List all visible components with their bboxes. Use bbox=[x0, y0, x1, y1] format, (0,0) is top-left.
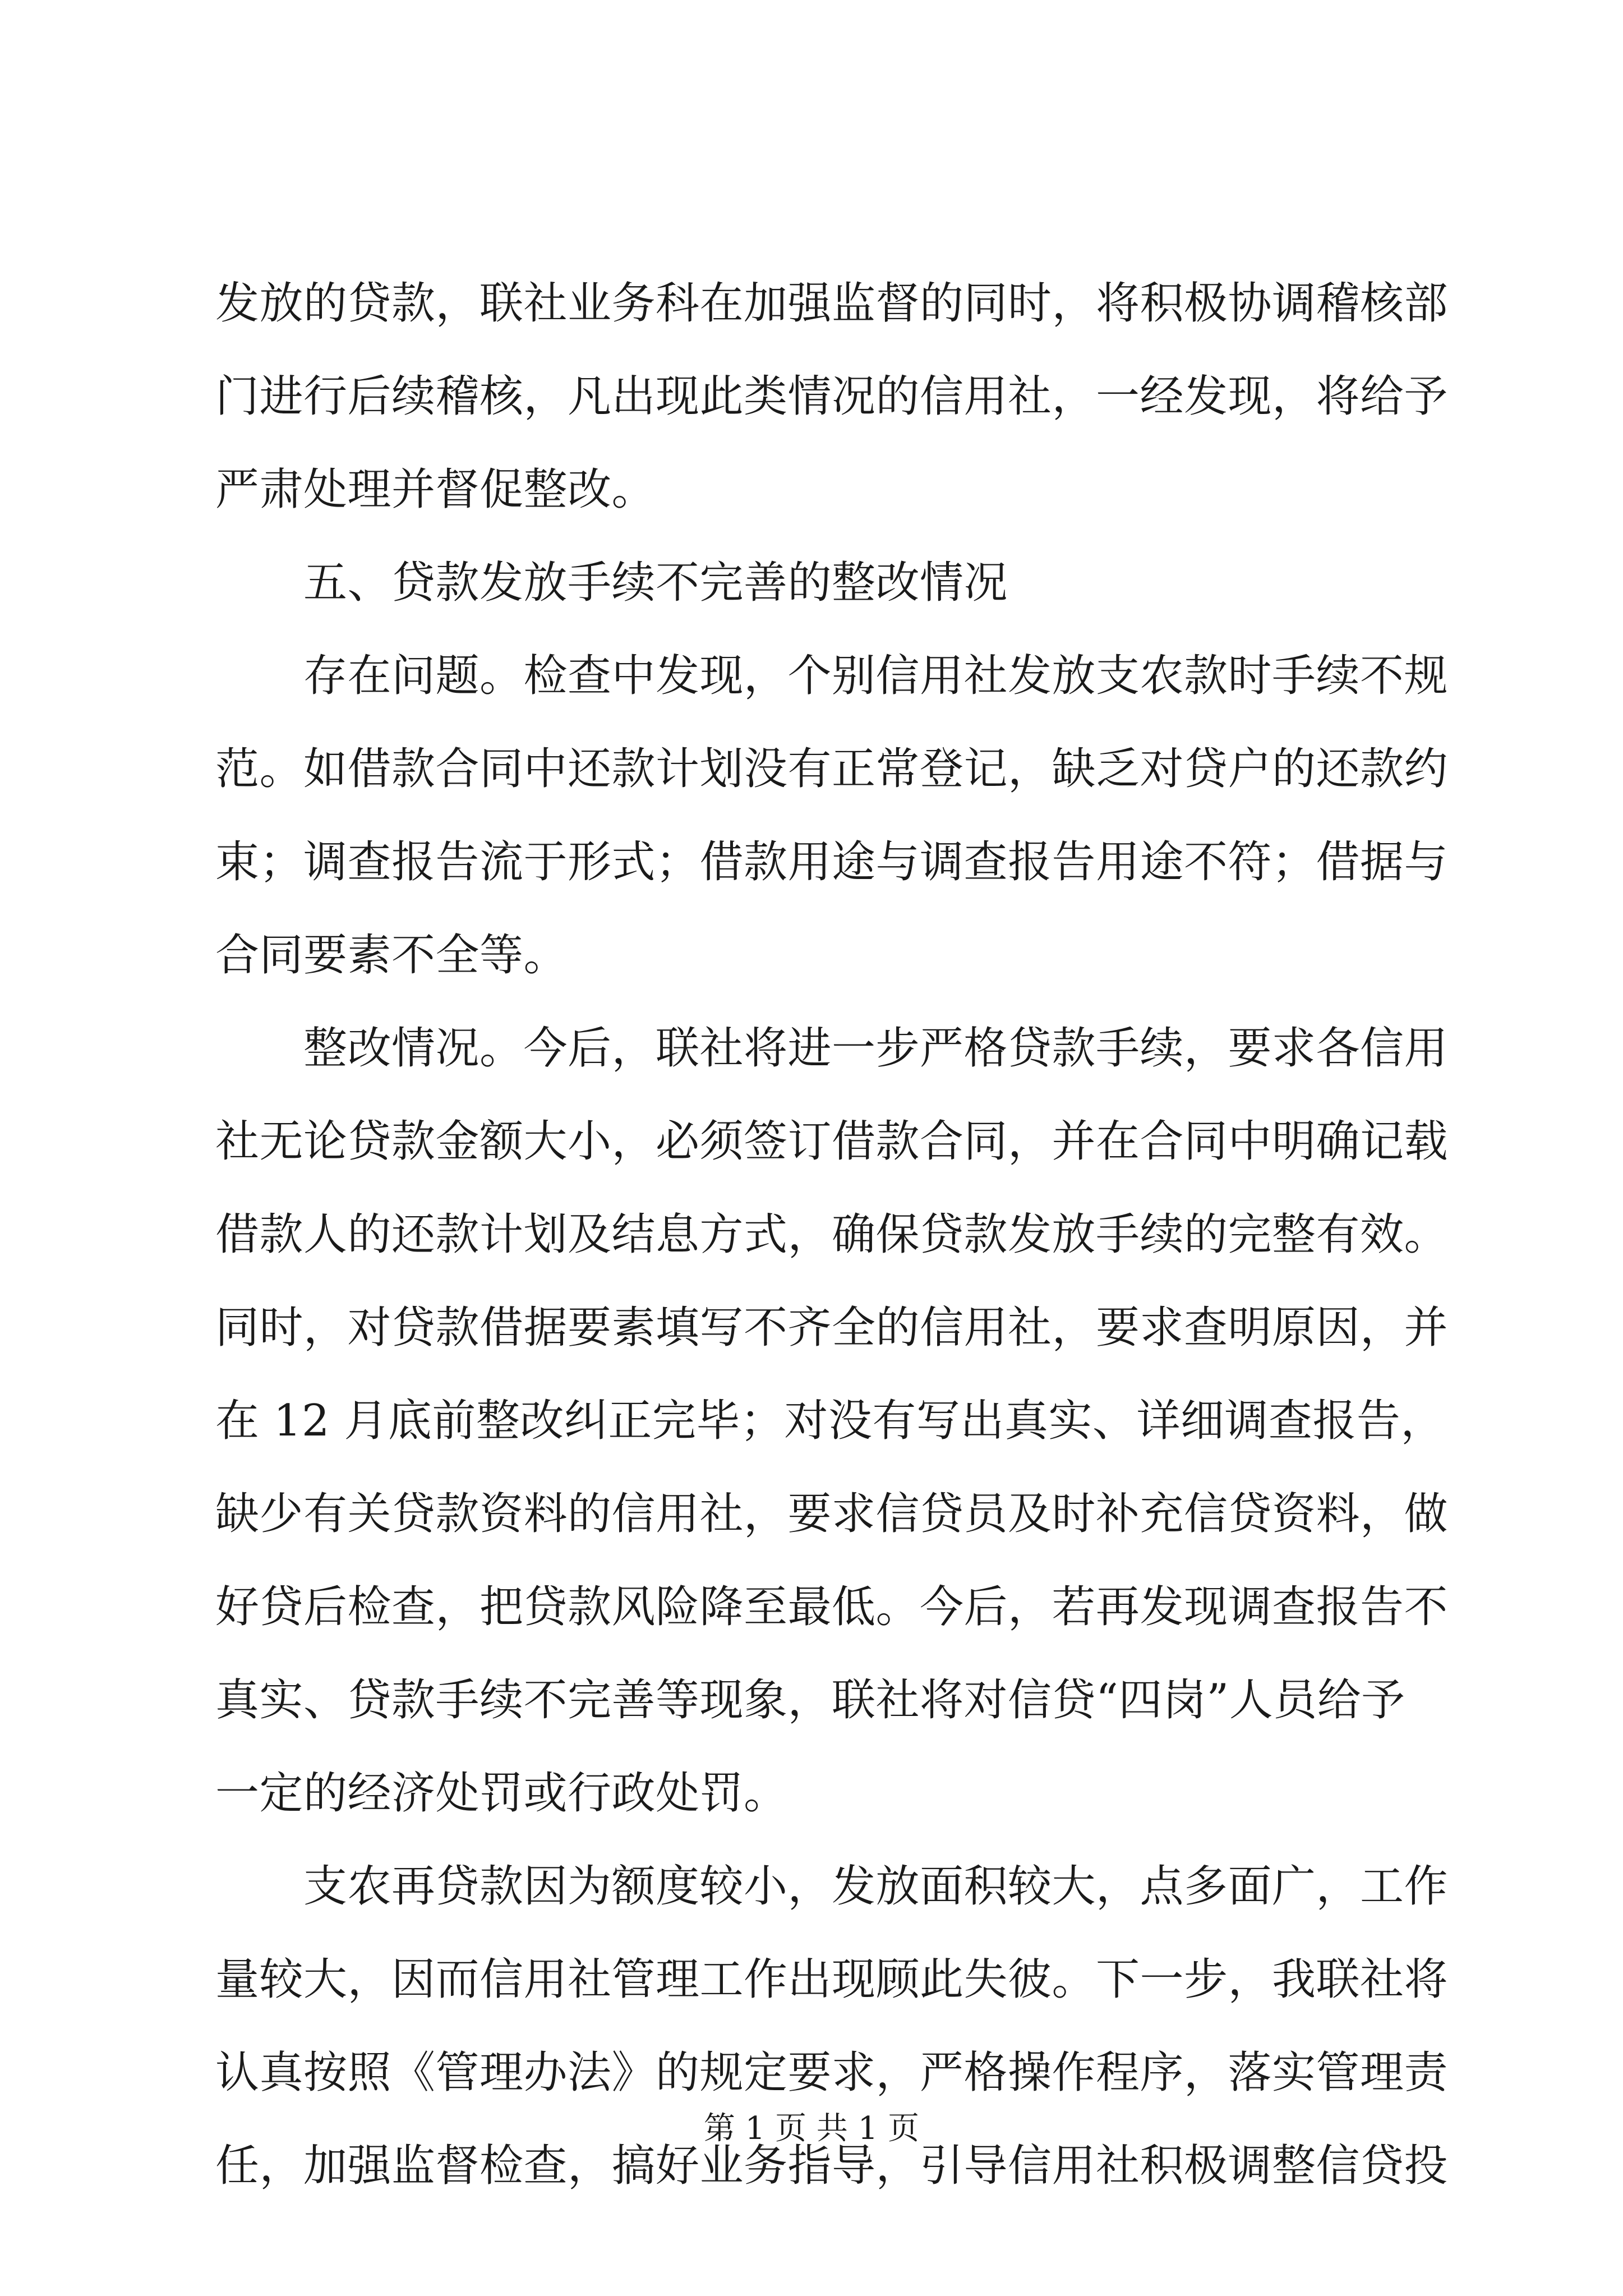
text-line: 严肃处理并督促整改。 bbox=[215, 464, 656, 515]
text-line: 社无论贷款金额大小，必须签订借款合同，并在合同中明确记载 bbox=[215, 1116, 1449, 1167]
text-line: 存在问题。检查中发现，个别信用社发放支农款时手续不规 bbox=[215, 651, 1449, 701]
text-line: 一定的经济处罚或行政处罚。 bbox=[215, 1768, 788, 1819]
text-line: 整改情况。今后，联社将进一步严格贷款手续，要求各信用 bbox=[215, 1023, 1449, 1074]
text-line: 任，加强监督检查，搞好业务指导，引导信用社积极调整信贷投 bbox=[215, 2141, 1449, 2191]
text-line: 借款人的还款计划及结息方式，确保贷款发放手续的完整有效。 bbox=[215, 1209, 1449, 1260]
text-line: 范。如借款合同中还款计划没有正常登记，缺乏对贷户的还款约 bbox=[215, 744, 1449, 794]
text-line: 好贷后检查，把贷款风险降至最低。今后，若再发现调查报告不 bbox=[215, 1582, 1449, 1632]
text-line: 真实、贷款手续不完善等现象，联社将对信贷“四岗”人员给予 bbox=[215, 1675, 1405, 1726]
text-line: 支农再贷款因为额度较小，发放面积较大，点多面广，工作 bbox=[215, 1861, 1449, 1912]
text-line: 缺少有关贷款资料的信用社，要求信贷员及时补充信贷资料，做 bbox=[215, 1489, 1449, 1539]
text-line: 合同要素不全等。 bbox=[215, 930, 568, 981]
section-heading: 五、贷款发放手续不完善的整改情况 bbox=[215, 558, 1008, 608]
text-line: 认真按照《管理办法》的规定要求，严格操作程序，落实管理责 bbox=[215, 2047, 1449, 2098]
document-body bbox=[215, 278, 1449, 2236]
text-line: 发放的贷款，联社业务科在加强监督的同时，将积极协调稽核部 bbox=[215, 278, 1449, 329]
page-footer: 第 1 页 共 1 页 bbox=[703, 2110, 920, 2147]
text-line: 束；调查报告流于形式；借款用途与调查报告用途不符；借据与 bbox=[215, 837, 1449, 887]
text-line: 在 12 月底前整改纠正完毕；对没有写出真实、详细调查报告， bbox=[215, 1396, 1445, 1446]
text-line: 门进行后续稽核，凡出现此类情况的信用社，一经发现，将给予 bbox=[215, 371, 1449, 422]
text-line: 量较大，因而信用社管理工作出现顾此失彼。下一步，我联社将 bbox=[215, 1954, 1449, 2005]
text-line: 同时，对贷款借据要素填写不齐全的信用社，要求查明原因，并 bbox=[215, 1303, 1449, 1353]
